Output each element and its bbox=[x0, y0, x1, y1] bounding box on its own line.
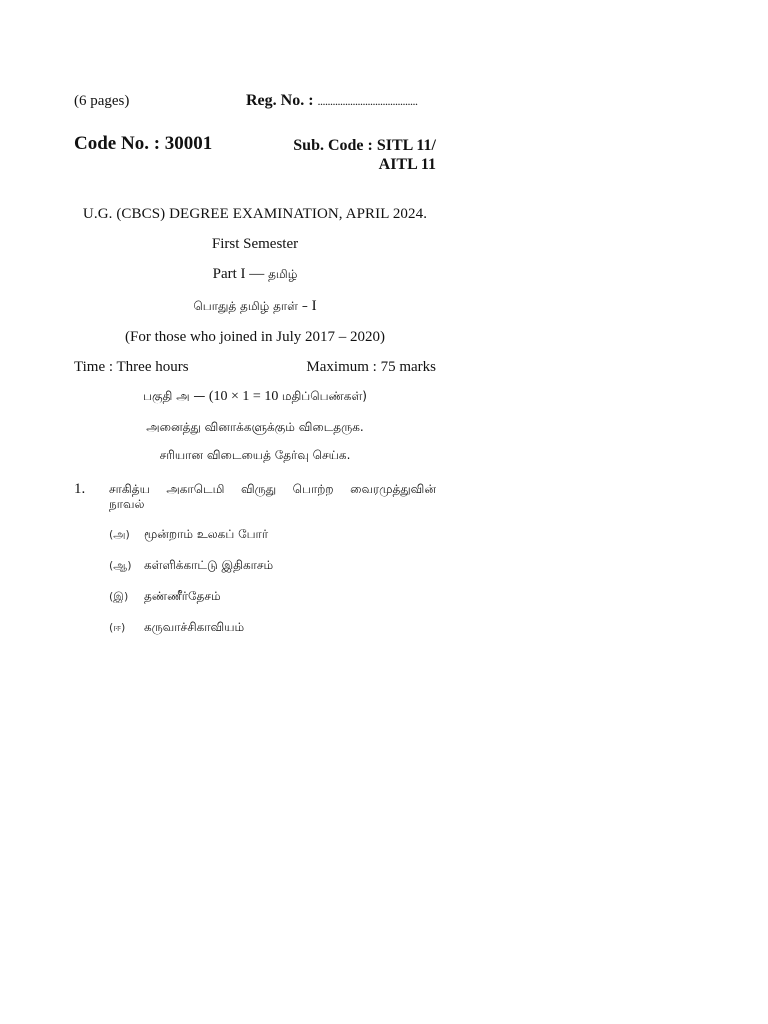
question-word: விருது bbox=[240, 482, 277, 496]
option-label: (அ) bbox=[109, 528, 130, 541]
semester: First Semester bbox=[211, 236, 299, 252]
section-marks: (10 × 1 = 10 bbox=[208, 389, 279, 404]
instruction-choose: சரியான விடையைத் தேர்வு செய்க. bbox=[159, 448, 351, 462]
part-subject: தமிழ் bbox=[268, 267, 298, 281]
paper-number: I bbox=[311, 298, 317, 314]
option-text: கள்ளிக்காட்டு இதிகாசம் bbox=[144, 558, 274, 572]
paper-heading bbox=[74, 298, 436, 315]
exam-paper bbox=[74, 0, 436, 1024]
option-label: (இ) bbox=[109, 590, 129, 603]
question-word: அகாடெமி bbox=[166, 482, 225, 496]
time-duration: Time : Three hours bbox=[74, 359, 189, 375]
question-text bbox=[109, 482, 436, 512]
question-number: 1. bbox=[74, 481, 86, 497]
sub-code-line2: AITL 11 bbox=[378, 156, 436, 173]
option-b bbox=[109, 558, 436, 574]
part-heading bbox=[74, 266, 436, 283]
reg-number bbox=[246, 92, 436, 110]
instruction-answer-all: அனைத்து வினாக்களுக்கும் விடைதருக. bbox=[146, 420, 364, 434]
max-marks: Maximum : 75 marks bbox=[306, 359, 436, 375]
section-prefix: பகுதி அ — bbox=[143, 389, 206, 403]
option-c bbox=[109, 589, 436, 605]
part-label: Part I — bbox=[212, 266, 265, 282]
question-word: வைரமுத்துவின் bbox=[350, 482, 436, 496]
question-line2: நாவல் bbox=[109, 497, 145, 511]
option-text: கருவாச்சிகாவியம் bbox=[144, 620, 245, 634]
question-word: சாகித்ய bbox=[109, 482, 150, 496]
question-word: பொற்ற bbox=[292, 482, 334, 496]
section-heading bbox=[74, 389, 436, 405]
time-marks-row bbox=[74, 359, 436, 376]
section-suffix: மதிப்பெண்கள்) bbox=[281, 389, 367, 403]
option-text: தண்ணீர்தேசம் bbox=[144, 589, 221, 603]
exam-title: U.G. (CBCS) DEGREE EXAMINATION, APRIL 2024. bbox=[82, 206, 428, 222]
sub-code bbox=[254, 136, 436, 174]
joined-note: (For those who joined in July 2017 – 2020) bbox=[125, 329, 385, 345]
option-d bbox=[109, 620, 436, 636]
option-label: (ஈ) bbox=[109, 621, 126, 634]
code-number: Code No. : 30001 bbox=[74, 133, 213, 154]
page-count: (6 pages) bbox=[74, 93, 130, 109]
option-text: மூன்றாம் உலகப் போர் bbox=[144, 527, 269, 541]
sub-code-line1: Sub. Code : SITL 11/ bbox=[293, 137, 436, 154]
reg-blank: ........................................ bbox=[317, 94, 418, 108]
option-label: (ஆ) bbox=[109, 559, 132, 572]
reg-label: Reg. No. : bbox=[246, 92, 314, 109]
paper-tamil: பொதுத் தமிழ் தாள் – bbox=[193, 299, 308, 313]
question-line1 bbox=[109, 482, 436, 497]
option-a bbox=[109, 527, 436, 543]
